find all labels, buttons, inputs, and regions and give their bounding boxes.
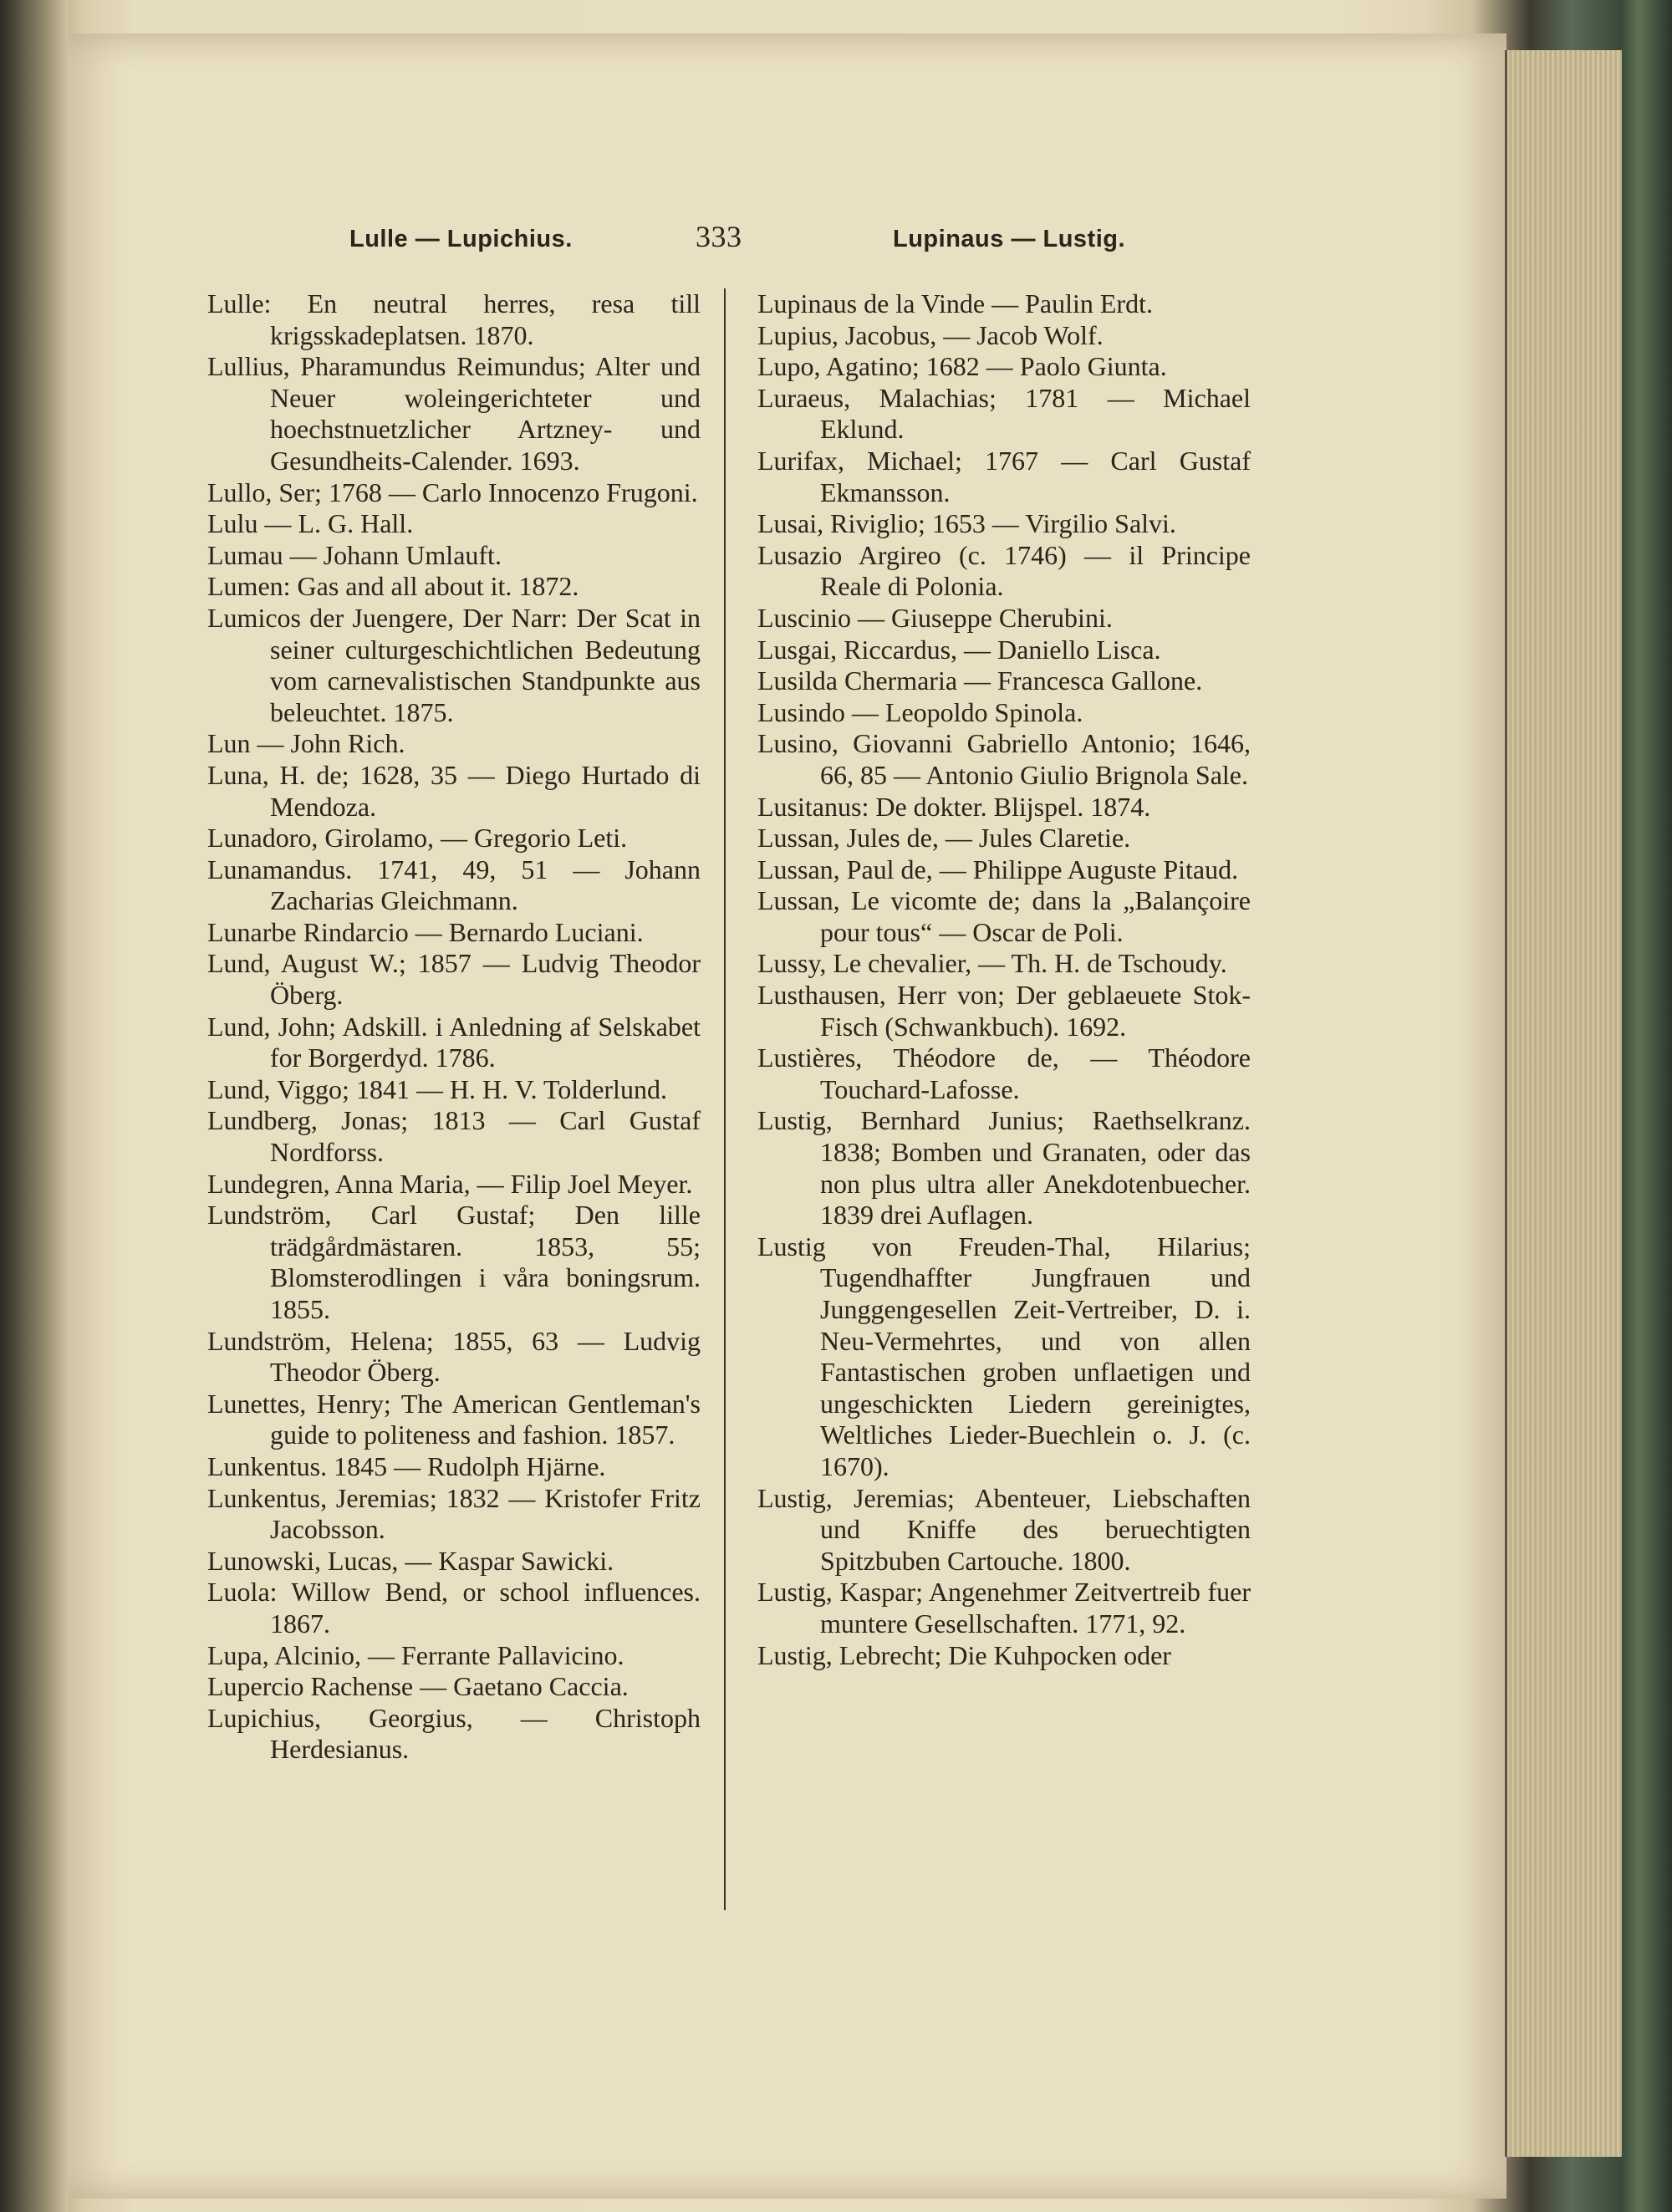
index-entry: Lusai, Riviglio; 1653 — Virgilio Salvi. bbox=[757, 508, 1176, 539]
index-entry: Lullius, Pharamundus Reimundus; Alter und Neuer woleingerichteter und hoechstnuetzlicher Artzney- und Gesundheits-Calender. 1693. bbox=[207, 351, 701, 476]
running-head-right: Lupinaus — Lustig. bbox=[893, 226, 1126, 252]
index-entry: Lusindo — Leopoldo Spinola. bbox=[757, 696, 1083, 727]
index-entry: Lusino, Giovanni Gabriello Antonio; 1646, 66, 85 — Antonio Giulio Brignola Sale. bbox=[757, 728, 1251, 790]
index-entry: Lusitanus: De dokter. Blijspel. 1874. bbox=[757, 791, 1151, 822]
index-entry: Lupo, Agatino; 1682 — Paolo Giunta. bbox=[757, 351, 1167, 382]
facing-page-edge bbox=[0, 0, 69, 2212]
index-entry: Lundström, Carl Gustaf; Den lille trädgårdmästaren. 1853, 55; Blomsterodlingen i våra boningsrum. 1855. bbox=[207, 1200, 701, 1324]
index-entry: Lund, John; Adskill. i Anledning af Selskabet for Borgerdyd. 1786. bbox=[207, 1011, 701, 1073]
index-entry: Lusilda Chermaria — Francesca Gallone. bbox=[757, 665, 1203, 696]
index-entry: Lundström, Helena; 1855, 63 — Ludvig Theodor Öberg. bbox=[207, 1325, 701, 1388]
index-entry: Lupercio Rachense — Gaetano Caccia. bbox=[207, 1671, 629, 1702]
index-entry: Lumen: Gas and all about it. 1872. bbox=[207, 571, 579, 602]
book-cover-edge bbox=[1622, 0, 1672, 2212]
index-entry: Lussan, Le vicomte de; dans la „Balançoire pour tous“ — Oscar de Poli. bbox=[757, 885, 1251, 947]
index-entry: Lunowski, Lucas, — Kaspar Sawicki. bbox=[207, 1545, 614, 1576]
page-block-edges bbox=[1505, 50, 1624, 2157]
index-entry: Lumau — Johann Umlauft. bbox=[207, 539, 502, 570]
index-entry: Lunamandus. 1741, 49, 51 — Johann Zacharias Gleichmann. bbox=[207, 854, 701, 916]
index-entry: Luraeus, Malachias; 1781 — Michael Eklund. bbox=[757, 382, 1251, 445]
index-entry: Lumicos der Juengere, Der Narr: Der Scat in seiner culturgeschichtlichen Bedeutung vom carnevalistischen Standpunkte aus beleuchtet. 1875. bbox=[207, 602, 701, 727]
index-entry: Lussy, Le chevalier, — Th. H. de Tschoudy. bbox=[757, 948, 1227, 979]
index-entry: Lusazio Argireo (c. 1746) — il Principe Reale di Polonia. bbox=[757, 539, 1251, 602]
index-entry: Lunkentus, Jeremias; 1832 — Kristofer Fritz Jacobsson. bbox=[207, 1482, 701, 1545]
index-entry: Lunadoro, Girolamo, — Gregorio Leti. bbox=[207, 823, 628, 854]
index-entry: Lusthausen, Herr von; Der geblaeuete Stok-Fisch (Schwankbuch). 1692. bbox=[757, 980, 1251, 1042]
index-entry: Lupichius, Georgius, — Christoph Herdesianus. bbox=[207, 1702, 701, 1765]
right-column bbox=[757, 288, 1251, 1671]
index-entry: Lunkentus. 1845 — Rudolph Hjärne. bbox=[207, 1450, 606, 1481]
index-entry: Lundberg, Jonas; 1813 — Carl Gustaf Nordforss. bbox=[207, 1105, 701, 1168]
index-entry: Lunarbe Rindarcio — Bernardo Luciani. bbox=[207, 916, 644, 947]
index-entry: Lustig, Lebrecht; Die Kuhpocken oder bbox=[757, 1639, 1171, 1670]
index-entry: Lustig, Jeremias; Abenteuer, Liebschaften und Kniffe des beruechtigten Spitzbuben Cartouche. 1800. bbox=[757, 1482, 1251, 1576]
left-column bbox=[207, 288, 701, 1766]
index-entry: Lulle: En neutral herres, resa till krigsskadeplatsen. 1870. bbox=[207, 288, 701, 350]
index-entry: Lun — John Rich. bbox=[207, 728, 405, 759]
index-entry: Lullo, Ser; 1768 — Carlo Innocenzo Frugoni. bbox=[207, 477, 698, 507]
index-entry: Lussan, Jules de, — Jules Claretie. bbox=[757, 823, 1131, 854]
index-entry: Lupius, Jacobus, — Jacob Wolf. bbox=[757, 319, 1104, 350]
index-entry: Lund, Viggo; 1841 — H. H. V. Tolderlund. bbox=[207, 1073, 667, 1104]
index-entry: Lustig, Bernhard Junius; Raethselkranz. 1838; Bomben und Granaten, oder das non plus ultra aller Anekdotenbuecher. 1839 drei Auflagen. bbox=[757, 1105, 1251, 1231]
index-entry: Luola: Willow Bend, or school influences. 1867. bbox=[207, 1577, 701, 1639]
index-entry: Luna, H. de; 1628, 35 — Diego Hurtado di Mendoza. bbox=[207, 759, 701, 822]
running-head-left: Lulle — Lupichius. bbox=[349, 226, 573, 252]
index-entry: Luscinio — Giuseppe Cherubini. bbox=[757, 602, 1113, 633]
index-entry: Lustières, Théodore de, — Théodore Touchard-Lafosse. bbox=[757, 1042, 1251, 1104]
index-entry: Lupinaus de la Vinde — Paulin Erdt. bbox=[757, 288, 1153, 319]
index-entry: Lusgai, Riccardus, — Daniello Lisca. bbox=[757, 634, 1161, 665]
index-entry: Lulu — L. G. Hall. bbox=[207, 508, 414, 539]
page-number: 333 bbox=[696, 220, 742, 253]
index-entry: Lunettes, Henry; The American Gentleman's guide to politeness and fashion. 1857. bbox=[207, 1388, 701, 1450]
index-entry: Lundegren, Anna Maria, — Filip Joel Meyer. bbox=[207, 1168, 693, 1199]
index-entry: Lund, August W.; 1857 — Ludvig Theodor Öberg. bbox=[207, 948, 701, 1011]
index-entry: Lupa, Alcinio, — Ferrante Pallavicino. bbox=[207, 1639, 624, 1670]
index-entry: Lussan, Paul de, — Philippe Auguste Pitaud. bbox=[757, 854, 1239, 884]
column-divider bbox=[724, 288, 726, 1910]
index-entry: Lustig, Kaspar; Angenehmer Zeitvertreib fuer muntere Gesellschaften. 1771, 92. bbox=[757, 1577, 1251, 1639]
index-entry: Lustig von Freuden-Thal, Hilarius; Tugendhaffter Jungfrauen und Junggengesellen Zeit-Vertreiber, D. i. Neu-Vermehrtes, und von allen Fantastischen groben unflaetigen und ungeschickten Liedern gereinigtes, Weltliches Lieder-Buechlein o. J. (c. 1670). bbox=[757, 1231, 1251, 1481]
index-entry: Lurifax, Michael; 1767 — Carl Gustaf Ekmansson. bbox=[757, 445, 1251, 507]
